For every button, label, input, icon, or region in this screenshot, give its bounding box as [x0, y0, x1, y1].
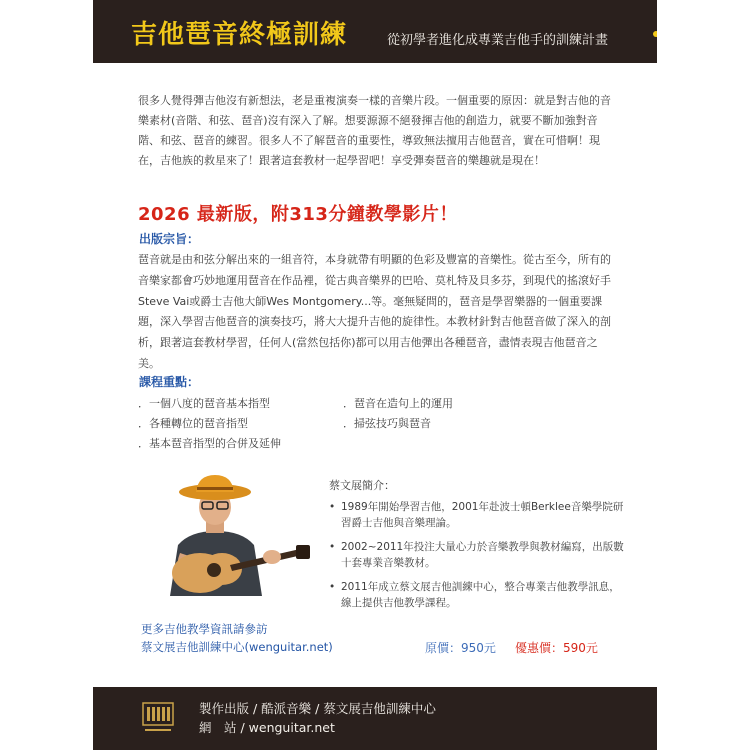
publisher-line: 製作出版 / 酷派音樂 / 蔡文展吉他訓練中心	[199, 701, 436, 716]
bio-item: • 2011年成立蔡文展吉他訓練中心，整合專業吉他教學訊息，線上提供吉他教學課程。	[329, 581, 620, 609]
more-info-text: 更多吉他教學資訊請參訪	[141, 622, 268, 636]
purpose-paragraph: 琶音就是由和弦分解出來的一組音符，本身就帶有明顯的色彩及豐富的音樂性。從古至今，所有的音樂家都會巧妙地運用琶音在作品裡，從古典音樂界的巴哈、莫札特及貝多芬，到現代的搖滾好手Steve Vai或爵士吉他大師Wes Montgomery...等。毫無疑問的，琶音是學習樂器的一個重要課題，深入學習吉他琶音的演奏技巧，將大大提升吉他的旋律性。本教材針對吉他琶音做了深入的剖析，跟著這套教材學習，任何人(當然包括你)都可以用吉他彈出各種琶音，盡情表現吉他琶音之美。	[138, 253, 611, 370]
bio-heading: 蔡文展簡介：	[329, 479, 395, 492]
header-banner	[93, 0, 657, 63]
footer-banner	[93, 687, 657, 750]
decorative-dot	[653, 31, 657, 37]
author-photo	[150, 473, 313, 596]
bio-item: • 1989年開始學習吉他，2001年赴波士頓Berklee音樂學院研習爵士吉他與音樂理論。	[329, 501, 624, 529]
keypoints-heading: 課程重點：	[139, 375, 200, 389]
sale-price: 優惠價：590元	[515, 641, 598, 655]
bio-item: • 2002~2011年投注大量心力於音樂教學與教材編寫，出版數十套專業音樂教材。	[329, 541, 624, 569]
website-line: 網 站 / wenguitar.net	[199, 720, 335, 735]
piano-keys-logo-icon	[141, 697, 175, 737]
bullet-icon: •	[329, 581, 336, 593]
bio-list	[329, 499, 629, 619]
keypoint-item: ．一個八度的琶音基本指型	[138, 397, 270, 410]
page-subtitle: 從初學者進化成專業吉他手的訓練計畫	[387, 33, 609, 48]
website-link[interactable]: 蔡文展吉他訓練中心(wenguitar.net)	[141, 640, 333, 654]
keypoint-item: ．基本琶音指型的合併及延伸	[138, 437, 281, 450]
intro-paragraph: 很多人覺得彈吉他沒有新想法，老是重複演奏一樣的音樂片段。一個重要的原因：就是對吉他的音樂素材(音階、和弦、琶音)沒有深入了解。想要源源不絕發揮吉他的創造力，就要不斷加強對音階、和弦、琶音的練習。很多人不了解琶音的重要性，導致無法擅用吉他琶音，實在可惜啊！現在，吉他族的救星來了！跟著這套教材一起學習吧！享受彈奏琶音的樂趣就是現在！	[138, 94, 611, 167]
bullet-icon: •	[329, 541, 336, 553]
original-price: 原價：950元	[425, 641, 496, 655]
bullet-icon: •	[329, 501, 336, 513]
purpose-heading: 出版宗旨：	[139, 232, 200, 246]
keypoint-item: ．琶音在造句上的運用	[343, 397, 453, 410]
keypoint-item: ．掃弦技巧與琶音	[343, 417, 431, 430]
product-page	[93, 0, 657, 750]
page-title: 吉他琶音終極訓練	[131, 20, 348, 50]
keypoint-item: ．各種轉位的琶音指型	[138, 417, 248, 430]
edition-headline: 2026 最新版，附313分鐘教學影片！	[138, 204, 458, 225]
